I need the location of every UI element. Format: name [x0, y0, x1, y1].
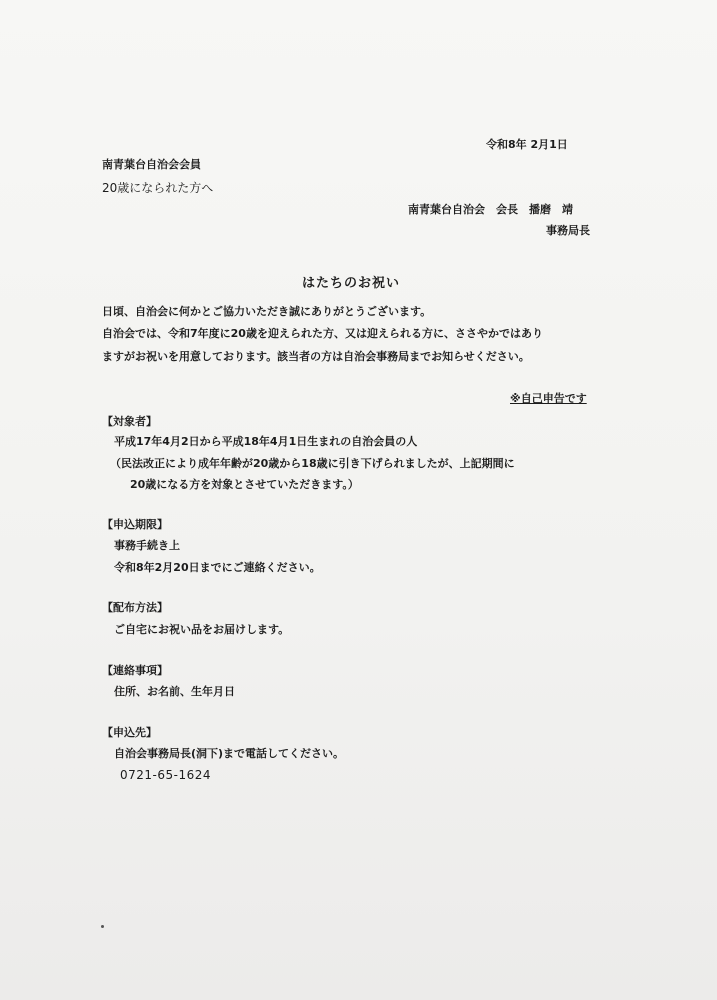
- sender-name: 南青葉台自治会 会長 播磨 靖: [408, 203, 573, 216]
- intro-line-2: 自治会では、令和7年度に20歳を迎えられた方、又は迎えられる方に、ささやかではあり: [102, 327, 543, 340]
- target-line-1: 平成17年4月2日から平成18年4月1日生まれの自治会員の人: [114, 435, 418, 448]
- speck-mark: [101, 925, 104, 928]
- section-heading-distribution: 【配布方法】: [102, 601, 168, 614]
- recipient-line-1: 南青葉台自治会会員: [102, 158, 201, 171]
- section-heading-deadline: 【申込期限】: [102, 518, 168, 531]
- target-line-2: （民法改正により成年年齢が20歳から18歳に引き下げられましたが、上記期間に: [110, 457, 515, 470]
- deadline-line-2: 令和8年2月20日までにご連絡ください。: [114, 561, 321, 574]
- phone-number: 0721-65-1624: [120, 768, 212, 782]
- section-heading-target: 【対象者】: [102, 415, 157, 428]
- target-line-3: 20歳になる方を対象とさせていただきます。）: [130, 478, 359, 491]
- contact-items-line-1: 住所、お名前、生年月日: [114, 685, 235, 698]
- intro-line-3: ますがお祝いを用意しております。該当者の方は自治会事務局までお知らせください。: [102, 350, 530, 363]
- section-heading-apply-to: 【申込先】: [102, 726, 157, 739]
- page-title: はたちのお祝い: [302, 276, 401, 291]
- deadline-line-1: 事務手続き上: [114, 539, 180, 552]
- recipient-line-2: 20歳になられた方へ: [102, 181, 214, 195]
- section-heading-contact-items: 【連絡事項】: [102, 664, 168, 677]
- document-date: 令和8年 2月1日: [486, 138, 568, 151]
- self-report-note: ※自己申告です: [510, 392, 587, 405]
- sender-office: 事務局長: [546, 224, 590, 237]
- apply-to-line-1: 自治会事務局長(洞下)まで電話してください。: [114, 747, 345, 760]
- distribution-line-1: ご自宅にお祝い品をお届けします。: [114, 623, 290, 636]
- intro-line-1: 日頃、自治会に何かとご協力いただき誠にありがとうございます。: [102, 305, 432, 318]
